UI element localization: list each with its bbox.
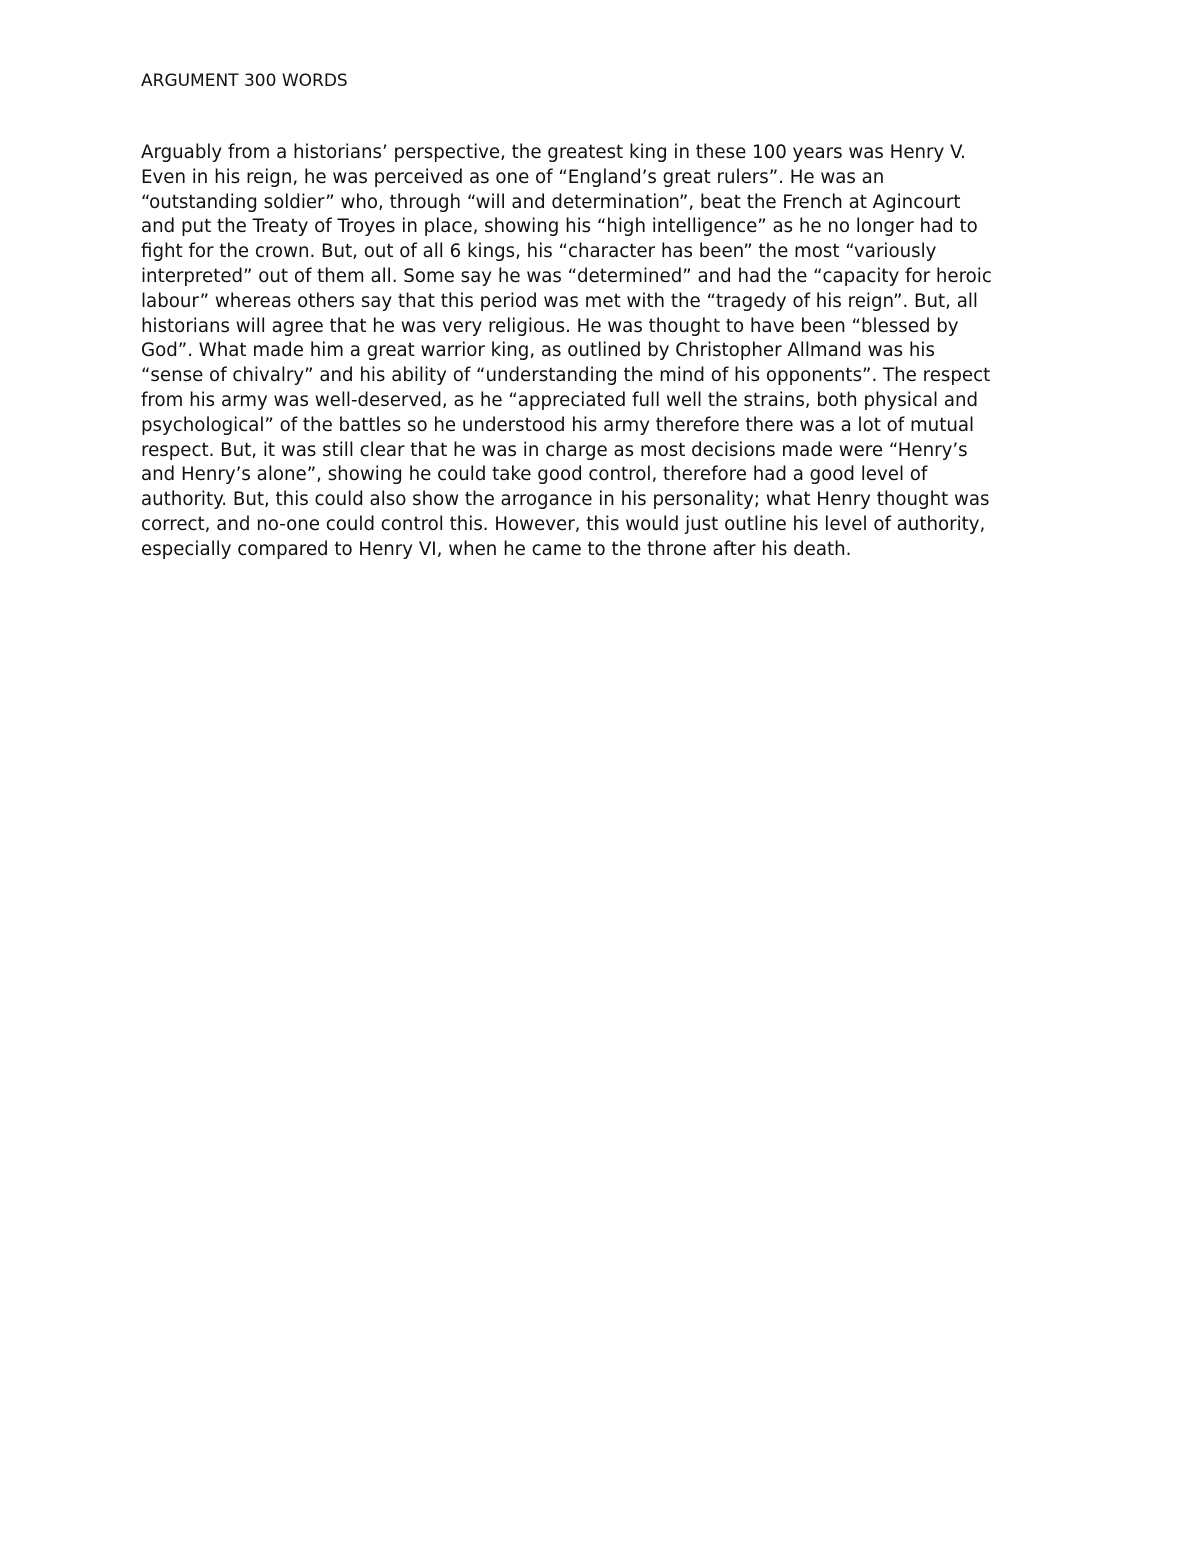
body-line: interpreted” out of them all. Some say he was “determined” and had the “capacity for heroic — [141, 265, 992, 287]
body-line: correct, and no-one could control this. However, this would just outline his level of authority, — [141, 513, 986, 535]
body-line: psychological” of the battles so he understood his army therefore there was a lot of mutual — [141, 414, 975, 436]
body-line: God”. What made him a great warrior king, as outlined by Christopher Allmand was his — [141, 340, 935, 362]
body-line: from his army was well-deserved, as he “appreciated full well the strains, both physical and — [141, 389, 979, 411]
document-body — [141, 141, 1071, 563]
body-line: respect. But, it was still clear that he was in charge as most decisions made were “Henry’s — [141, 439, 968, 461]
body-line: and put the Treaty of Troyes in place, showing his “high intelligence” as he no longer had to — [141, 216, 978, 238]
body-line: historians will agree that he was very religious. He was thought to have been “blessed by — [141, 315, 959, 337]
body-line: “outstanding soldier” who, through “will and determination”, beat the French at Agincourt — [141, 191, 961, 213]
body-line: authority. But, this could also show the arrogance in his personality; what Henry thought was — [141, 489, 990, 511]
body-line: especially compared to Henry VI, when he came to the throne after his death. — [141, 538, 852, 560]
body-line: and Henry’s alone”, showing he could take good control, therefore had a good level of — [141, 464, 928, 486]
body-line: Arguably from a historians’ perspective, the greatest king in these 100 years was Henry V. — [141, 142, 966, 163]
body-line: Even in his reign, he was perceived as one of “England’s great rulers”. He was an — [141, 166, 885, 188]
body-line: labour” whereas others say that this period was met with the “tragedy of his reign”. But, all — [141, 290, 978, 312]
document-title: ARGUMENT 300 WORDS — [141, 71, 348, 91]
body-line: “sense of chivalry” and his ability of “understanding the mind of his opponents”. The respect — [141, 365, 991, 387]
body-line: fight for the crown. But, out of all 6 kings, his “character has been” the most “variously — [141, 241, 937, 263]
